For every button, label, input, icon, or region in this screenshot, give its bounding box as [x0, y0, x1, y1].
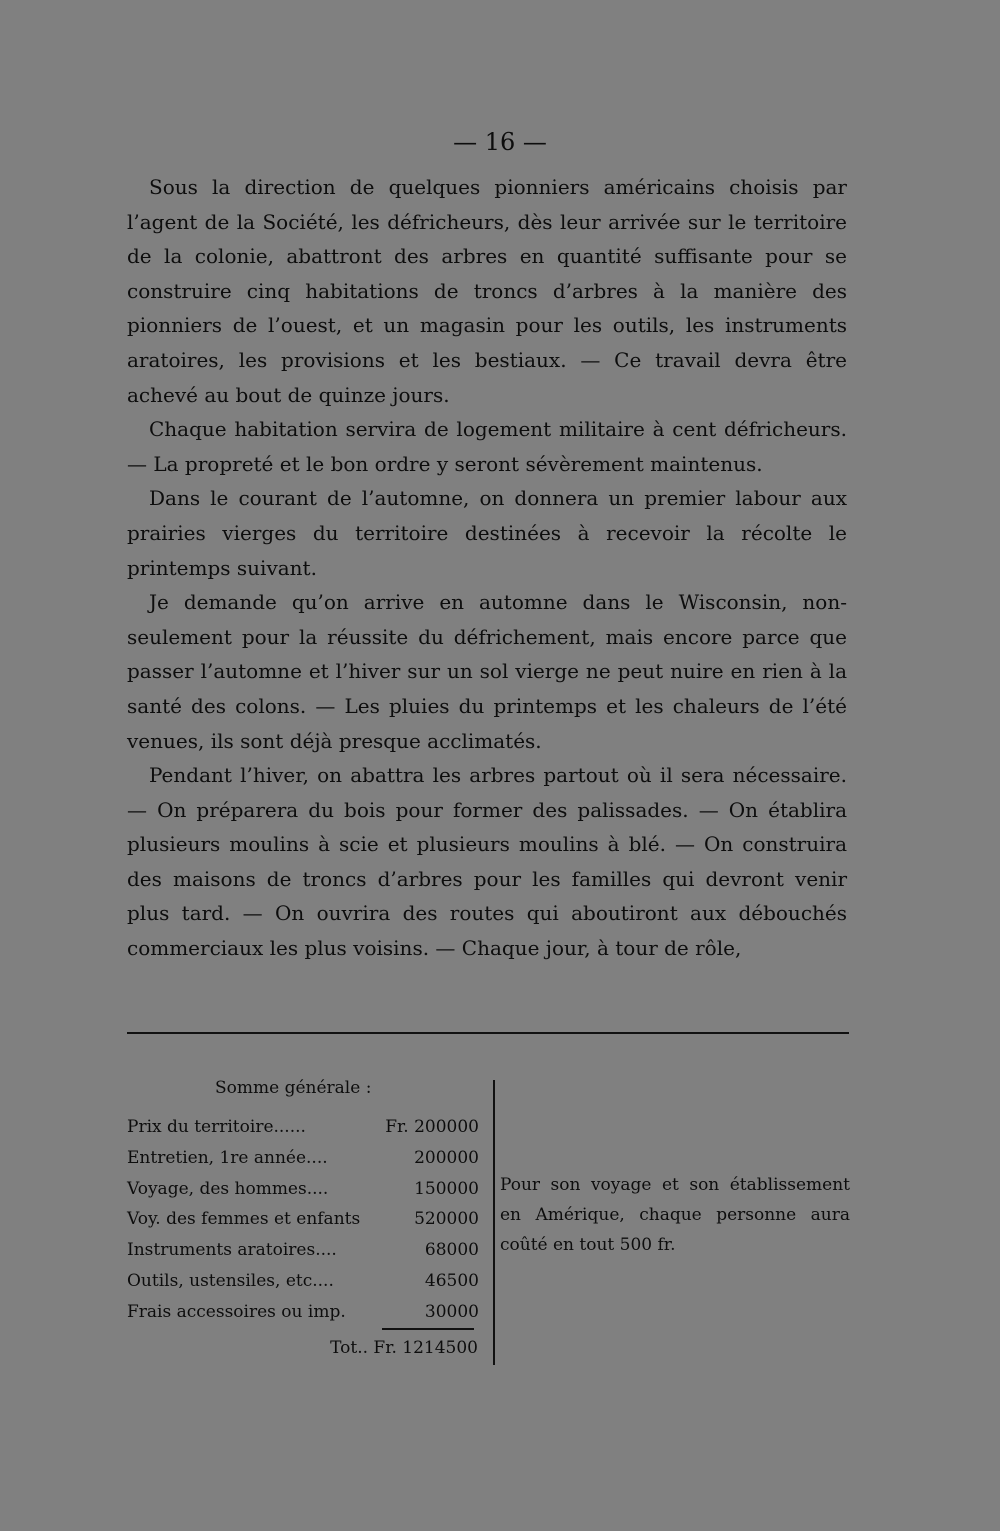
sum-row: [127, 1112, 479, 1143]
sum-amount: 200000: [414, 1147, 479, 1168]
sum-label: Outils, ustensiles, etc....: [127, 1270, 334, 1291]
sum-row: [127, 1266, 479, 1297]
sum-amount: 520000: [414, 1209, 479, 1230]
sum-amount: 30000: [424, 1301, 479, 1322]
sum-row: [127, 1235, 479, 1266]
sum-label: Voyage, des hommes....: [127, 1178, 329, 1199]
paragraph: Pendant l’hiver, on abattra les arbres partout où il sera nécessaire. — On préparera du bois pour former des palissades. — On établira plusieurs moulins à scie et plusieurs moulins à blé. — On construira des maisons de troncs d’arbres pour les familles qui devront venir plus tard. — On ouvrira des routes qui aboutiront aux débouchés commerciaux les plus voisins. — Chaque jour, à tour de rôle,: [127, 763, 847, 961]
sum-amount: Fr. 200000: [385, 1117, 479, 1137]
sum-row: [127, 1143, 479, 1174]
paragraph: Chaque habitation servira de logement militaire à cent défricheurs. — La propreté et le bon ordre y seront sévèrement maintenus.: [127, 417, 847, 476]
sum-label: Instruments aratoires....: [127, 1240, 337, 1261]
page-number: — 16 —: [453, 128, 547, 156]
sum-amount: 46500: [424, 1270, 479, 1291]
sum-row: [127, 1204, 479, 1235]
sum-label: Entretien, 1re année....: [127, 1147, 328, 1168]
sum-title: Somme générale :: [215, 1078, 372, 1098]
column-divider: [493, 1080, 495, 1365]
body-text: [127, 170, 847, 966]
side-note: Pour son voyage et son établissement en Amérique, chaque personne aura coûté en tout 500 fr.: [500, 1175, 850, 1255]
sum-amount: 150000: [414, 1178, 479, 1199]
sum-separator: [382, 1328, 474, 1330]
sum-label: Voy. des femmes et enfants: [127, 1209, 361, 1230]
sum-label: Frais accessoires ou imp.: [127, 1301, 346, 1322]
paragraph: Dans le courant de l’automne, on donnera un premier labour aux prairies vierges du territoire destinées à recevoir la récolte le printemps suivant.: [127, 486, 847, 580]
paragraph: Je demande qu’on arrive en automne dans le Wisconsin, non-seulement pour la réussite du défrichement, mais encore parce que passer l’automne et l’hiver sur un sol vierge ne peut nuire en rien à la santé des colons. — Les pluies du printemps et les chaleurs de l’été venues, ils sont déjà presque acclimatés.: [127, 590, 847, 753]
sum-table: [127, 1112, 479, 1328]
sum-amount: 68000: [424, 1240, 479, 1261]
sum-row: [127, 1174, 479, 1205]
sum-label: Prix du territoire......: [127, 1117, 306, 1137]
sum-row: [127, 1297, 479, 1328]
paragraph: Sous la direction de quelques pionniers américains choisis par l’agent de la Société, les défricheurs, dès leur arrivée sur le territoire de la colonie, abattront des arbres en quantité suffisante pour se construire cinq habitations de troncs d’arbres à la manière des pionniers de l’ouest, et un magasin pour les outils, les instruments aratoires, les provisions et les bestiaux. — Ce travail devra être achevé au bout de quinze jours.: [127, 175, 847, 407]
footnote-rule: [127, 1032, 849, 1034]
sum-total: Tot.. Fr. 1214500: [330, 1338, 478, 1358]
